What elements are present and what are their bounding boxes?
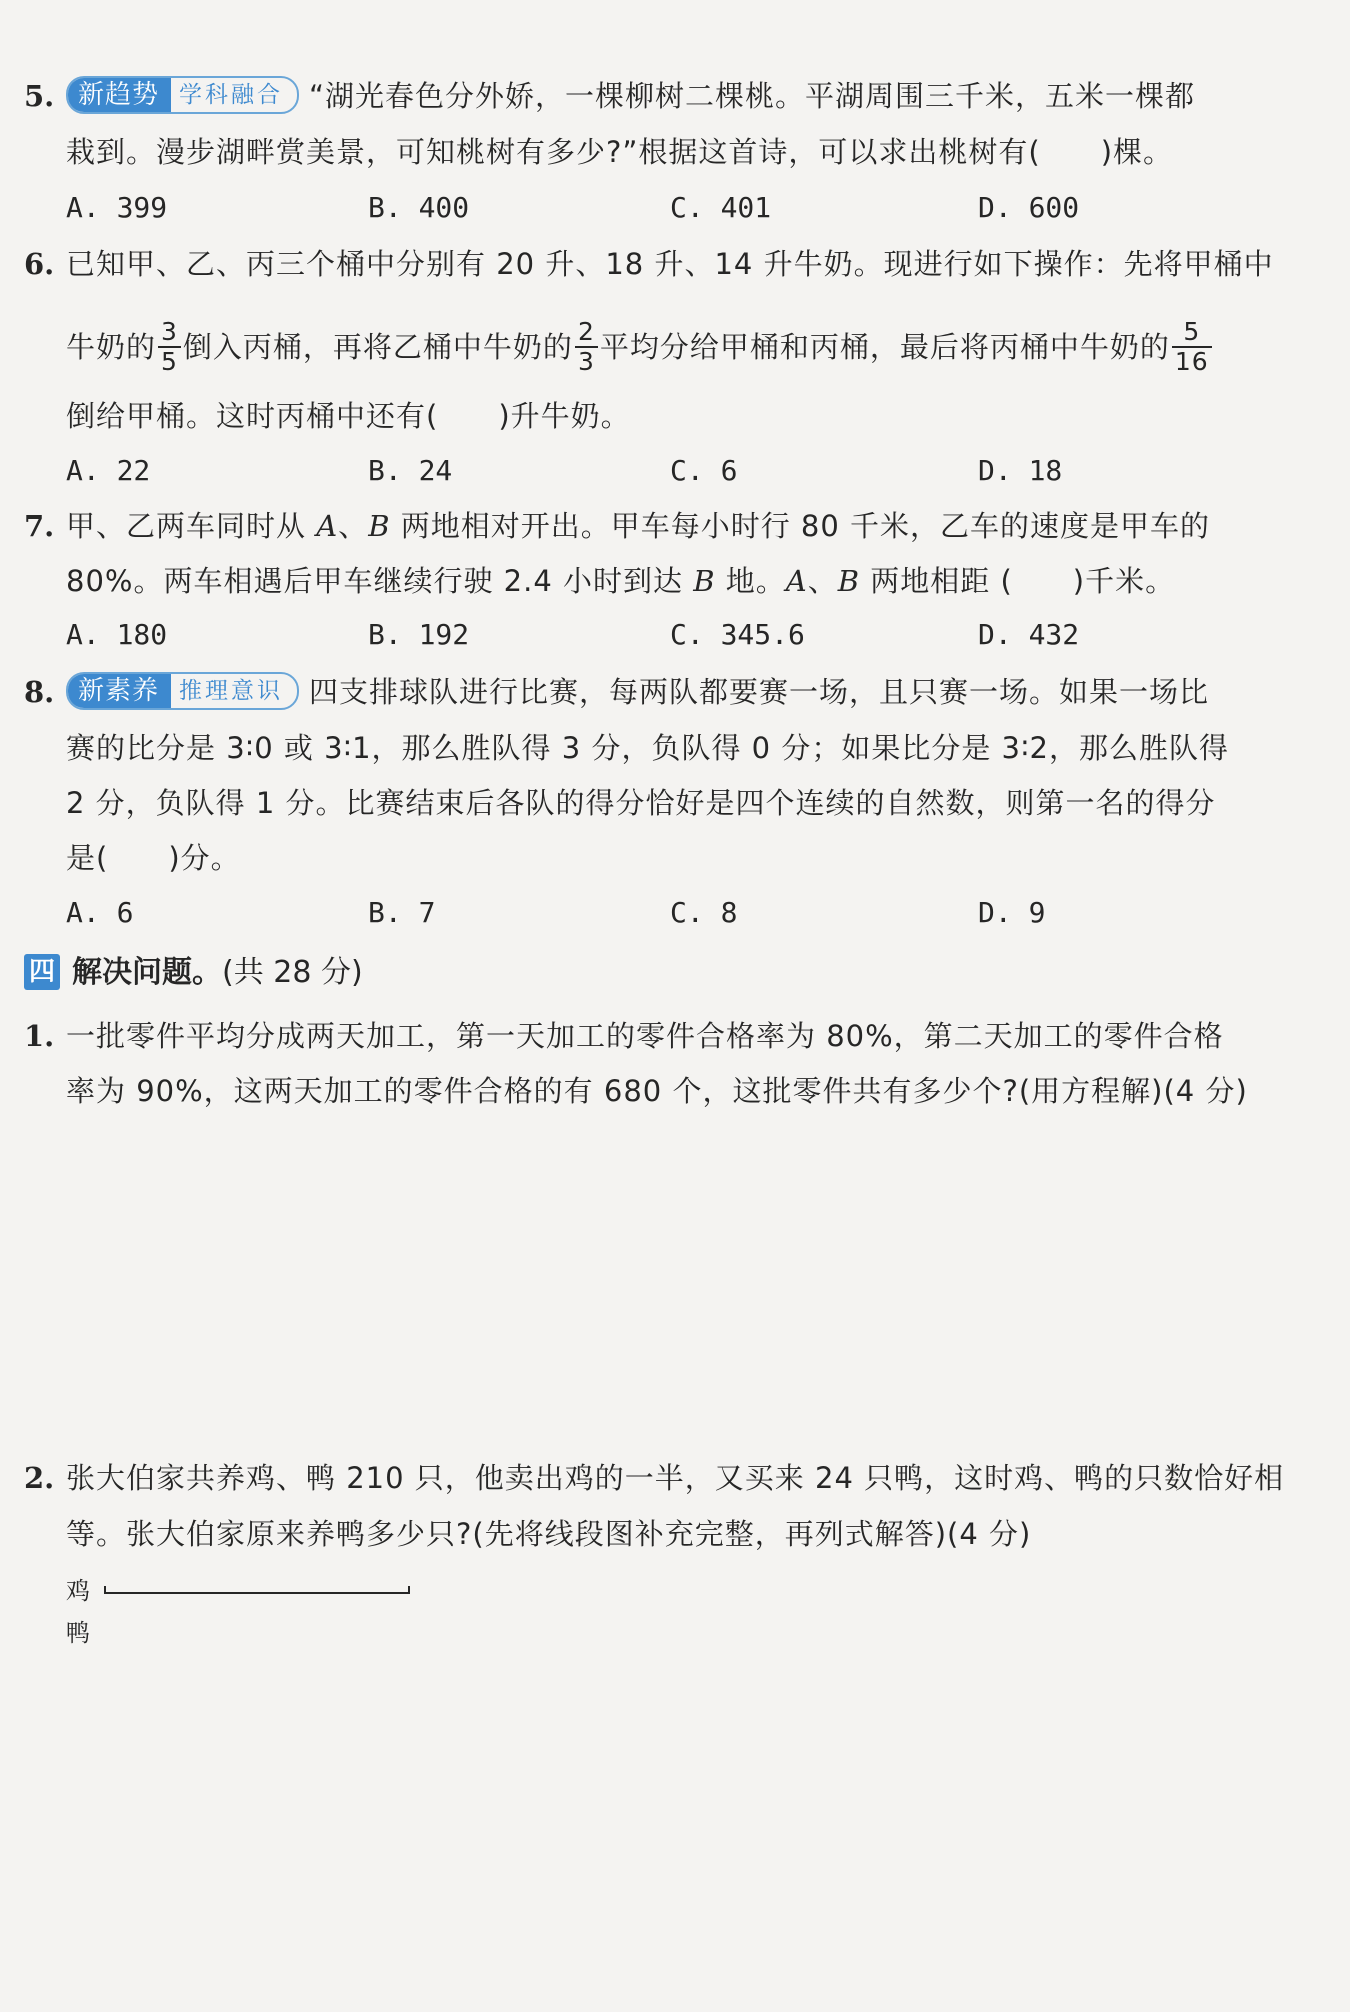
question-7-option-c[interactable]: C. 345.6 <box>670 618 805 651</box>
question-8-line-3: 2 分，负队得 1 分。比赛结束后各队的得分恰好是四个连续的自然数，则第一名的得分 <box>66 786 1216 820</box>
question-5-option-b[interactable]: B. 400 <box>368 191 470 224</box>
fraction-2-denominator: 3 <box>577 347 595 376</box>
question-7-line-1 <box>66 506 1210 546</box>
question-6-text-2a: 牛奶的 <box>66 330 157 364</box>
question-8-line-2: 赛的比分是 3∶0 或 3∶1，那么胜队得 3 分，负队得 0 分；如果比分是 3∶2，那么胜队得 <box>66 731 1229 765</box>
section-4-heading <box>24 953 363 993</box>
question-5-line-1 <box>66 76 1195 117</box>
point-a-label-2: A <box>785 564 808 598</box>
question-6-line-3: 倒给甲桶。这时丙桶中还有( )升牛奶。 <box>66 399 631 433</box>
segment-tick-end <box>408 1586 410 1594</box>
question-7-text-2a: 80%。两车相遇后甲车继续行驶 2.4 小时到达 <box>66 564 694 598</box>
point-b-label-2: B <box>693 564 716 598</box>
question-5-option-d[interactable]: D. 600 <box>978 191 1080 224</box>
question-8-options <box>66 893 1306 933</box>
question-7-separator: 、 <box>338 509 369 543</box>
question-5-option-c[interactable]: C. 401 <box>670 191 772 224</box>
fraction-3-numerator: 5 <box>1172 318 1212 348</box>
problem-1-answer-area[interactable] <box>66 1120 1306 1440</box>
question-5-options <box>66 188 1306 228</box>
question-7-option-a[interactable]: A. 180 <box>66 618 168 651</box>
question-6-number: 6. <box>24 247 55 281</box>
segment-line-duck-blank[interactable] <box>104 1618 704 1650</box>
question-8-tag-sub: 推理意识 <box>179 678 284 704</box>
question-7-text-2b: 地。 <box>715 564 786 598</box>
question-6-option-a[interactable]: A. 22 <box>66 454 151 487</box>
fraction-1-numerator: 3 <box>158 318 181 348</box>
question-8-option-d[interactable]: D. 9 <box>978 896 1046 929</box>
problem-2-number: 2. <box>24 1461 55 1495</box>
question-8-number: 8. <box>24 675 55 709</box>
question-5-tag-sub: 学科融合 <box>179 82 284 108</box>
section-4-badge: 四 <box>24 954 60 990</box>
point-a-label: A <box>316 509 339 543</box>
question-6-line-1: 已知甲、乙、丙三个桶中分别有 20 升、18 升、14 升牛奶。现进行如下操作：先将甲桶中 <box>66 247 1274 281</box>
question-6-option-c[interactable]: C. 6 <box>670 454 738 487</box>
fraction-three-fifths <box>158 318 181 376</box>
point-b-label-3: B <box>837 564 861 598</box>
segment-tick-start <box>104 1586 106 1594</box>
segment-line-chicken <box>104 1592 410 1594</box>
fraction-five-sixteenths <box>1172 318 1212 376</box>
question-7-line-2 <box>66 561 1175 601</box>
question-6-text-2c: 平均分给甲桶和丙桶，最后将丙桶中牛奶的 <box>599 330 1170 364</box>
question-5-text-1: “湖光春色分外娇，一棵柳树二棵桃。平湖周围三千米，五米一棵都 <box>309 79 1196 113</box>
question-7-text-2c: 两地相距 ( )千米。 <box>860 564 1176 598</box>
question-7-separator-2: 、 <box>807 564 838 598</box>
question-7-number: 7. <box>24 509 55 543</box>
question-7-options <box>66 615 1306 655</box>
fraction-two-thirds <box>575 318 598 376</box>
problem-2-line-1: 张大伯家共养鸡、鸭 210 只，他卖出鸡的一半，又买来 24 只鸭，这时鸡、鸭的只数恰好相 <box>66 1461 1285 1495</box>
question-5-line-2: 栽到。漫步湖畔赏美景，可知桃树有多少?”根据这首诗，可以求出桃树有( )棵。 <box>66 135 1174 169</box>
question-7-text-1a: 甲、乙两车同时从 <box>66 509 317 543</box>
question-8-line-1 <box>66 672 1209 713</box>
problem-1-line-2: 率为 90%，这两天加工的零件合格的有 680 个，这批零件共有多少个?(用方程解)(4 分) <box>66 1074 1248 1108</box>
problem-2-answer-area[interactable] <box>66 1670 1306 1990</box>
question-7-option-b[interactable]: B. 192 <box>368 618 470 651</box>
fraction-1-denominator: 5 <box>161 347 178 376</box>
problem-1-number: 1. <box>24 1019 55 1053</box>
question-8-option-a[interactable]: A. 6 <box>66 896 134 929</box>
segment-label-chicken: 鸡 <box>66 1577 90 1605</box>
question-7-option-d[interactable]: D. 432 <box>978 618 1080 651</box>
question-8-tag <box>66 672 299 710</box>
segment-label-duck: 鸭 <box>66 1619 90 1647</box>
question-5-number: 5. <box>24 79 55 113</box>
question-5-tag-main: 新趋势 <box>68 78 171 112</box>
problem-2-line-2: 等。张大伯家原来养鸭多少只?(先将线段图补充完整，再列式解答)(4 分) <box>66 1517 1032 1551</box>
question-8-text-1: 四支排球队进行比赛，每两队都要赛一场，且只赛一场。如果一场比 <box>309 675 1210 709</box>
question-8-option-b[interactable]: B. 7 <box>368 896 436 929</box>
question-8-option-c[interactable]: C. 8 <box>670 896 738 929</box>
question-8-tag-main: 新素养 <box>68 674 171 708</box>
section-4-score-note: (共 28 分) <box>222 955 363 990</box>
question-6-option-b[interactable]: B. 24 <box>368 454 453 487</box>
problem-1-line-1: 一批零件平均分成两天加工，第一天加工的零件合格率为 80%，第二天加工的零件合格 <box>66 1019 1224 1053</box>
question-6-options <box>66 451 1306 491</box>
question-6-text-2b: 倒入丙桶，再将乙桶中牛奶的 <box>182 330 573 364</box>
question-6-line-2 <box>66 317 1214 378</box>
question-8-line-4: 是( )分。 <box>66 841 241 875</box>
fraction-2-numerator: 2 <box>575 318 598 348</box>
question-6-option-d[interactable]: D. 18 <box>978 454 1063 487</box>
point-b-label: B <box>368 509 391 543</box>
fraction-3-denominator: 16 <box>1174 347 1209 376</box>
question-5-option-a[interactable]: A. 399 <box>66 191 168 224</box>
section-4-title: 解决问题。 <box>72 955 222 990</box>
question-5-tag <box>66 76 299 114</box>
question-7-text-1b: 两地相对开出。甲车每小时行 80 千米，乙车的速度是甲车的 <box>390 509 1211 543</box>
